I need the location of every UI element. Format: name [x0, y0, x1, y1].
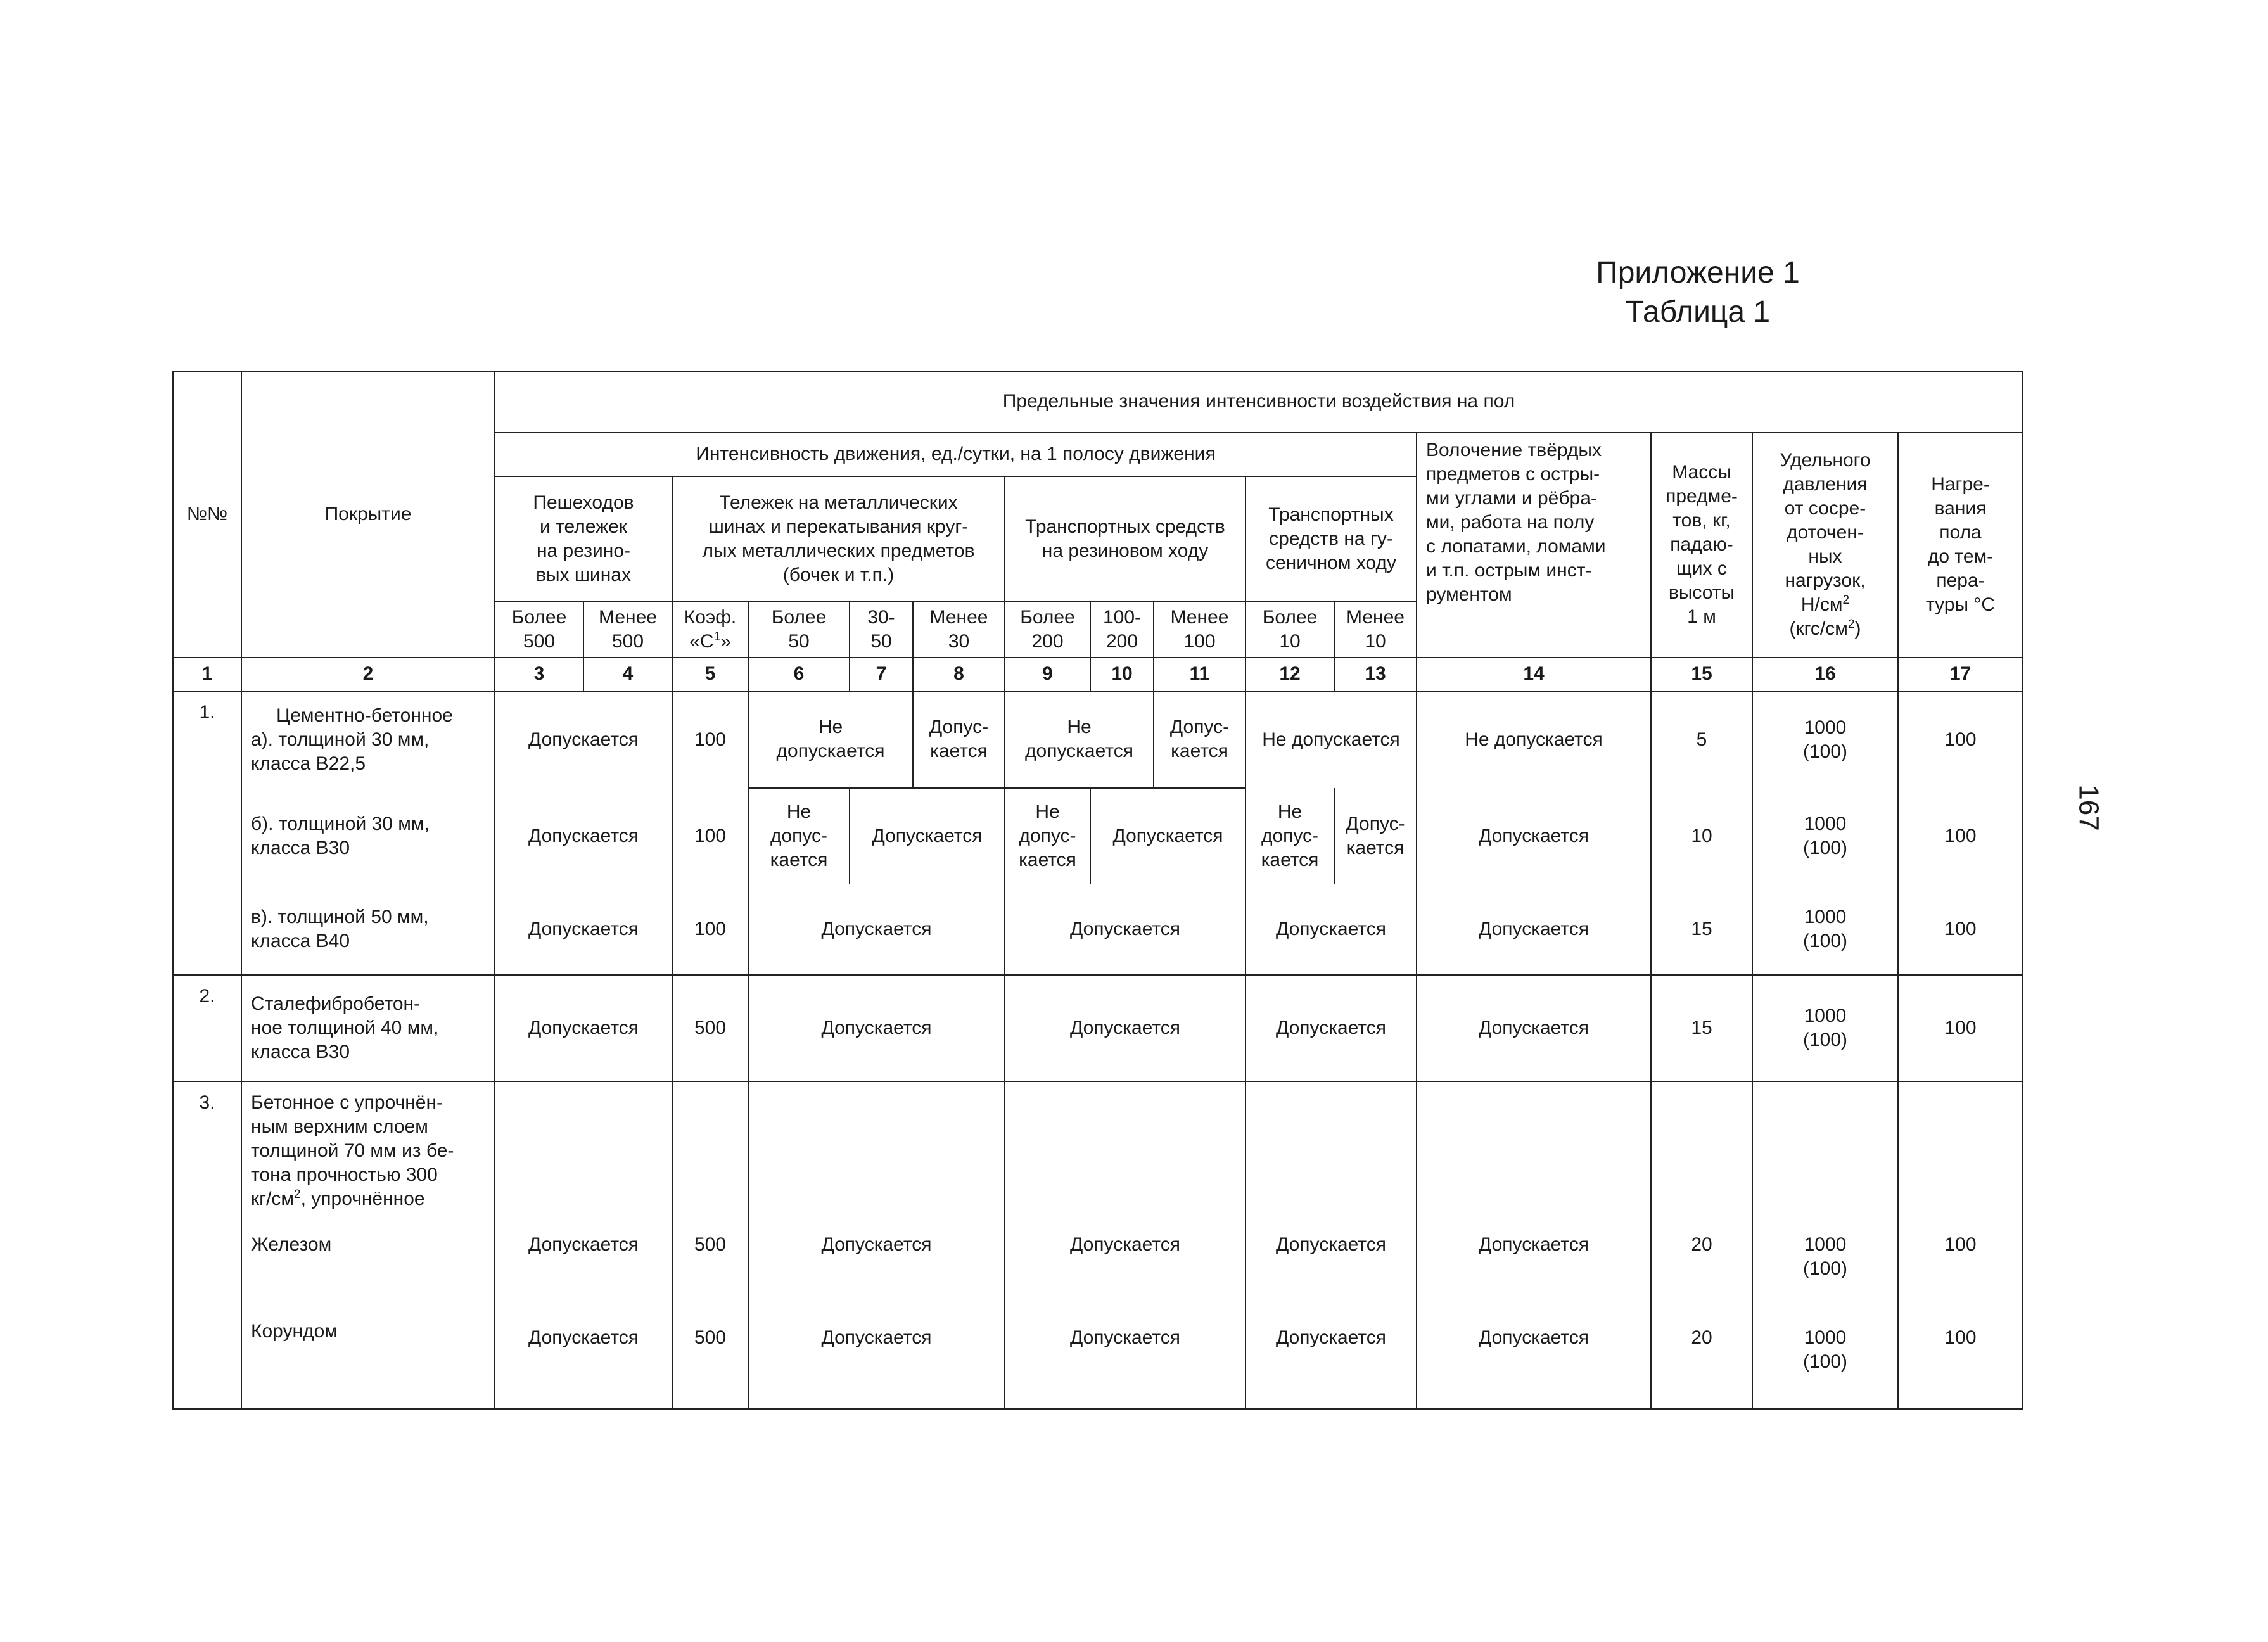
value-cell: 100 [672, 691, 748, 788]
sub-ped-more: Более 500 [495, 602, 583, 658]
value-cell: Не допускается [1245, 691, 1417, 788]
row-2 [173, 975, 2023, 1081]
value-cell: 1000 (100) [1752, 975, 1898, 1081]
page-number: 167 [2073, 784, 2105, 831]
value-cell: Допускается [748, 1320, 1005, 1409]
value-cell: Допускается [1090, 788, 1245, 885]
row-number: 3. [173, 1081, 241, 1409]
sub-metal-less: Менее 30 [913, 602, 1005, 658]
col-number: 1 [173, 658, 241, 691]
col-number: 6 [748, 658, 850, 691]
col-number: 10 [1090, 658, 1154, 691]
cover-cell: Сталефибробетон- ное толщиной 40 мм, класса В30 [241, 975, 495, 1081]
value-cell: 100 [672, 884, 748, 975]
value-cell: 500 [672, 1320, 748, 1409]
value-cell: Допускается [1245, 975, 1417, 1081]
value-cell: Допускается [495, 884, 672, 975]
col-number: 8 [913, 658, 1005, 691]
value-cell: 500 [672, 975, 748, 1081]
value-cell: Не допус- кается [748, 788, 850, 885]
value-cell: Не допус- кается [1005, 788, 1090, 885]
col-no-header: №№ [173, 371, 241, 658]
value-cell: Допус- кается [1334, 788, 1417, 885]
col-limits-header: Предельные значения интенсивности воздействия на пол [495, 371, 2023, 433]
row-3-title [173, 1081, 2023, 1233]
col-number: 9 [1005, 658, 1090, 691]
value-cell: Не допускается [1005, 691, 1154, 788]
sub-rubber-mid: 100- 200 [1090, 602, 1154, 658]
value-cell: 1000 (100) [1752, 1320, 1898, 1409]
col-masses-header: Массы предме- тов, кг, падаю- щих с высоты 1 м [1651, 433, 1752, 658]
cover-variant: Железом [241, 1233, 495, 1320]
sub-coef: Коэф. «$С^1$» [672, 602, 748, 658]
value-cell: 20 [1651, 1320, 1752, 1409]
row-1c [173, 884, 2023, 975]
cover-variant: а). толщиной 30 мм, класса В22,5 [251, 729, 430, 774]
value-cell: Допускается [495, 691, 672, 788]
col-dragging-header: Волочение твёрдых предметов с остры- ми углами и рёбра- ми, работа на полу с лопатами, ломами и т.п. острым инст- рументом [1417, 433, 1651, 658]
col-heating-header: Нагре- вания пола до тем- пера- туры °С [1898, 433, 2023, 658]
col-tracked-header: Транспортных средств на гу- сеничном ходу [1245, 476, 1417, 602]
appendix-label: Приложение 1 [1596, 256, 1800, 290]
col-number: 5 [672, 658, 748, 691]
sub-metal-mid: 30- 50 [850, 602, 913, 658]
value-cell: Допускается [1245, 884, 1417, 975]
col-pedestrians-header: Пешеходов и тележек на резино- вых шинах [495, 476, 672, 602]
value-cell: Допускается [748, 1233, 1005, 1320]
value-cell: Допускается [748, 975, 1005, 1081]
col-number: 12 [1245, 658, 1334, 691]
value-cell: Допускается [495, 975, 672, 1081]
col-number: 17 [1898, 658, 2023, 691]
value-cell: 1000 (100) [1752, 691, 1898, 788]
value-cell: Допускается [1005, 1320, 1245, 1409]
col-pressure-header: Удельного давления от сосре- доточен- ных нагрузок, $Н/см^2$ $(кгс/см^2)$ [1752, 433, 1898, 658]
value-cell: Допускается [1245, 1320, 1417, 1409]
sub-rubber-more: Более 200 [1005, 602, 1090, 658]
row-number: 1. [173, 691, 241, 975]
value-cell: Допус- кается [1154, 691, 1245, 788]
limits-table [172, 371, 2023, 1410]
col-number: 13 [1334, 658, 1417, 691]
col-number: 15 [1651, 658, 1752, 691]
value-cell: Не допускается [748, 691, 913, 788]
sub-tracked-less: Менее 10 [1334, 602, 1417, 658]
value-cell: Допускается [748, 884, 1005, 975]
row-1a [173, 691, 2023, 788]
value-cell: Допускается [1245, 1233, 1417, 1320]
col-number: 16 [1752, 658, 1898, 691]
value-cell: Допускается [1417, 1233, 1651, 1320]
col-traffic-header: Интенсивность движения, ед./сутки, на 1 полосу движения [495, 433, 1417, 476]
value-cell: 100 [1898, 788, 2023, 885]
value-cell: 15 [1651, 975, 1752, 1081]
value-cell: Допускается [850, 788, 1005, 885]
floor-load-table [172, 371, 2022, 1410]
value-cell: 20 [1651, 1233, 1752, 1320]
row-3-iron [173, 1233, 2023, 1320]
col-number: 3 [495, 658, 583, 691]
value-cell: Допускается [495, 1233, 672, 1320]
value-cell: Допус- кается [913, 691, 1005, 788]
cover-cell [241, 691, 495, 788]
cover-variant: Корундом [241, 1320, 495, 1409]
col-number: 14 [1417, 658, 1651, 691]
col-rubber-header: Транспортных средств на резиновом ходу [1005, 476, 1245, 602]
value-cell: 100 [1898, 975, 2023, 1081]
value-cell: Не допус- кается [1245, 788, 1334, 885]
row-3-corundum [173, 1320, 2023, 1409]
value-cell: Допускается [1005, 1233, 1245, 1320]
value-cell: 1000 (100) [1752, 788, 1898, 885]
cover-cell: Бетонное с упрочнён- ным верхним слоем толщиной 70 мм из бе- тона прочностью 300 $кг/см^2$, упрочнённое [241, 1081, 495, 1233]
value-cell: Допускается [495, 1320, 672, 1409]
cover-variant: б). толщиной 30 мм, класса В30 [241, 788, 495, 885]
header-row-1 [173, 371, 2023, 433]
value-cell: Допускается [1417, 884, 1651, 975]
sub-ped-less: Менее 500 [583, 602, 672, 658]
value-cell: Допускается [1417, 1320, 1651, 1409]
cover-title: Цементно-бетонное [276, 704, 453, 726]
value-cell: 1000 (100) [1752, 1233, 1898, 1320]
value-cell: Не допускается [1417, 691, 1651, 788]
cover-variant: в). толщиной 50 мм, класса В40 [241, 884, 495, 975]
table-label: Таблица 1 [1625, 295, 1771, 329]
value-cell: Допускается [1005, 884, 1245, 975]
value-cell: 10 [1651, 788, 1752, 885]
col-number: 2 [241, 658, 495, 691]
value-cell: Допускается [1005, 975, 1245, 1081]
value-cell: Допускается [495, 788, 672, 885]
value-cell: 100 [672, 788, 748, 885]
col-metal-carts-header: Тележек на металлических шинах и перекатывания круг- лых металлических предметов (бочек и т.п.) [672, 476, 1005, 602]
value-cell: 100 [1898, 1233, 2023, 1320]
row-1b [173, 788, 2023, 885]
value-cell: 100 [1898, 884, 2023, 975]
value-cell: 100 [1898, 691, 2023, 788]
column-number-row [173, 658, 2023, 691]
value-cell: Допускается [1417, 975, 1651, 1081]
sub-tracked-more: Более 10 [1245, 602, 1334, 658]
col-cover-header: Покрытие [241, 371, 495, 658]
appendix-heading [1546, 253, 1850, 332]
value-cell: 1000 (100) [1752, 884, 1898, 975]
value-cell: 15 [1651, 884, 1752, 975]
col-number: 11 [1154, 658, 1245, 691]
value-cell: 100 [1898, 1320, 2023, 1409]
row-number: 2. [173, 975, 241, 1081]
sub-metal-more: Более 50 [748, 602, 850, 658]
sub-rubber-less: Менее 100 [1154, 602, 1245, 658]
value-cell: 5 [1651, 691, 1752, 788]
value-cell: 500 [672, 1233, 748, 1320]
col-number: 4 [583, 658, 672, 691]
value-cell: Допускается [1417, 788, 1651, 885]
col-number: 7 [850, 658, 913, 691]
